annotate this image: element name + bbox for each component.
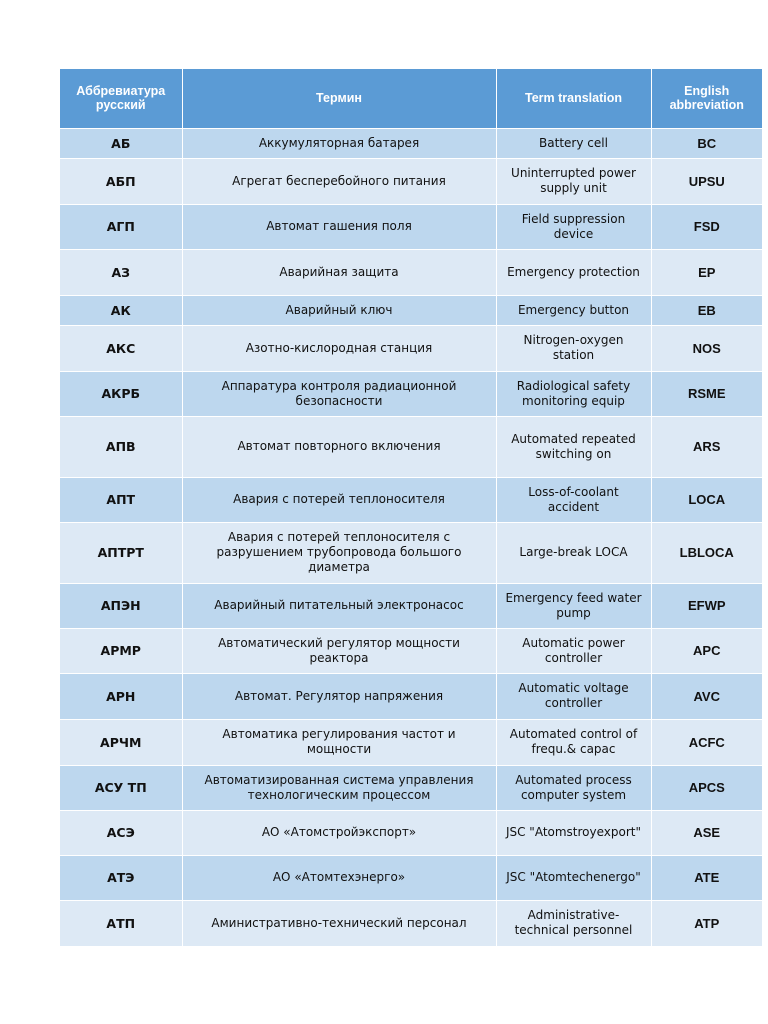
cell-translation: Nitrogen-oxygen station	[496, 325, 651, 371]
cell-abbr-ru: АГП	[60, 204, 182, 249]
cell-translation: Administrative-technical personnel	[496, 900, 651, 946]
table-row	[60, 719, 762, 765]
cell-translation: Battery cell	[496, 128, 651, 158]
cell-abbr-en: ATP	[651, 900, 762, 946]
table-body	[60, 128, 762, 946]
cell-abbr-ru: АРЧМ	[60, 719, 182, 765]
cell-abbr-en: NOS	[651, 325, 762, 371]
cell-abbr-en: LBLOCA	[651, 522, 762, 583]
cell-term: Аккумуляторная батарея	[182, 128, 496, 158]
cell-abbr-en: ATE	[651, 855, 762, 900]
table-row	[60, 204, 762, 249]
cell-translation: Emergency protection	[496, 249, 651, 295]
table-row	[60, 249, 762, 295]
cell-term: Аппаратура контроля радиационной безопасности	[182, 371, 496, 416]
cell-term: Авария с потерей теплоносителя	[182, 477, 496, 522]
cell-translation: Uninterrupted power supply unit	[496, 158, 651, 204]
cell-term: Автоматический регулятор мощности реактора	[182, 628, 496, 673]
header-abbr-ru: Аббревиатура русский	[60, 69, 182, 128]
cell-term: АО «Атомтехэнерго»	[182, 855, 496, 900]
table-row	[60, 477, 762, 522]
cell-abbr-en: EP	[651, 249, 762, 295]
cell-term: Азотно-кислородная станция	[182, 325, 496, 371]
cell-translation: Automated process computer system	[496, 765, 651, 810]
header-row	[60, 69, 762, 128]
table-row	[60, 128, 762, 158]
table-header	[60, 69, 762, 128]
cell-abbr-en: BC	[651, 128, 762, 158]
cell-abbr-ru: АПТ	[60, 477, 182, 522]
cell-abbr-en: APCS	[651, 765, 762, 810]
cell-term: Аварийный ключ	[182, 295, 496, 325]
cell-abbr-en: FSD	[651, 204, 762, 249]
cell-abbr-ru: АРМР	[60, 628, 182, 673]
header-abbr-en: English abbreviation	[651, 69, 762, 128]
cell-translation: Automatic voltage controller	[496, 673, 651, 719]
cell-translation: Automated repeated switching on	[496, 416, 651, 477]
cell-abbr-ru: АЗ	[60, 249, 182, 295]
cell-translation: Large-break LOCA	[496, 522, 651, 583]
cell-abbr-en: ACFC	[651, 719, 762, 765]
cell-translation: Radiological safety monitoring equip	[496, 371, 651, 416]
cell-abbr-ru: АТЭ	[60, 855, 182, 900]
cell-term: Автомат гашения поля	[182, 204, 496, 249]
cell-abbr-en: EB	[651, 295, 762, 325]
cell-term: Агрегат бесперебойного питания	[182, 158, 496, 204]
cell-abbr-ru: АСУ ТП	[60, 765, 182, 810]
header-term: Термин	[182, 69, 496, 128]
cell-translation: Loss-of-coolant accident	[496, 477, 651, 522]
cell-abbr-en: AVC	[651, 673, 762, 719]
table-row	[60, 371, 762, 416]
cell-translation: Emergency feed water pump	[496, 583, 651, 628]
cell-abbr-en: LOCA	[651, 477, 762, 522]
cell-abbr-ru: АКРБ	[60, 371, 182, 416]
cell-abbr-ru: АК	[60, 295, 182, 325]
cell-abbr-ru: АРН	[60, 673, 182, 719]
cell-term: Аварийная защита	[182, 249, 496, 295]
table-row	[60, 855, 762, 900]
cell-abbr-ru: АПВ	[60, 416, 182, 477]
cell-abbr-ru: АКС	[60, 325, 182, 371]
cell-translation: Automatic power controller	[496, 628, 651, 673]
cell-abbr-en: APC	[651, 628, 762, 673]
header-translation: Term translation	[496, 69, 651, 128]
cell-abbr-en: ASE	[651, 810, 762, 855]
cell-abbr-ru: АПТРТ	[60, 522, 182, 583]
cell-term: Автомат повторного включения	[182, 416, 496, 477]
cell-term: Автомат. Регулятор напряжения	[182, 673, 496, 719]
cell-translation: Automated control of frequ.& capac	[496, 719, 651, 765]
cell-abbr-en: ARS	[651, 416, 762, 477]
table-row	[60, 325, 762, 371]
cell-abbr-ru: АТП	[60, 900, 182, 946]
cell-abbr-en: UPSU	[651, 158, 762, 204]
cell-abbr-ru: АСЭ	[60, 810, 182, 855]
table-row	[60, 765, 762, 810]
cell-translation: Emergency button	[496, 295, 651, 325]
cell-translation: Field suppression device	[496, 204, 651, 249]
cell-translation: JSC "Atomstroyexport"	[496, 810, 651, 855]
table-row	[60, 810, 762, 855]
cell-term: Авария с потерей теплоносителя с разрушением трубопровода большого диаметра	[182, 522, 496, 583]
abbreviation-table	[60, 69, 762, 946]
cell-abbr-ru: АПЭН	[60, 583, 182, 628]
cell-abbr-en: RSME	[651, 371, 762, 416]
table-row	[60, 673, 762, 719]
cell-translation: JSC "Atomtechenergo"	[496, 855, 651, 900]
table-row	[60, 900, 762, 946]
table-row	[60, 295, 762, 325]
cell-abbr-ru: АБП	[60, 158, 182, 204]
table-row	[60, 416, 762, 477]
cell-abbr-ru: АБ	[60, 128, 182, 158]
cell-term: Автоматизированная система управления технологическим процессом	[182, 765, 496, 810]
cell-term: Автоматика регулирования частот и мощности	[182, 719, 496, 765]
table-row	[60, 158, 762, 204]
table-row	[60, 583, 762, 628]
table-row	[60, 522, 762, 583]
cell-term: Аминистративно-технический персонал	[182, 900, 496, 946]
cell-abbr-en: EFWP	[651, 583, 762, 628]
table-row	[60, 628, 762, 673]
cell-term: Аварийный питательный электронасос	[182, 583, 496, 628]
cell-term: АО «Атомстройэкспорт»	[182, 810, 496, 855]
